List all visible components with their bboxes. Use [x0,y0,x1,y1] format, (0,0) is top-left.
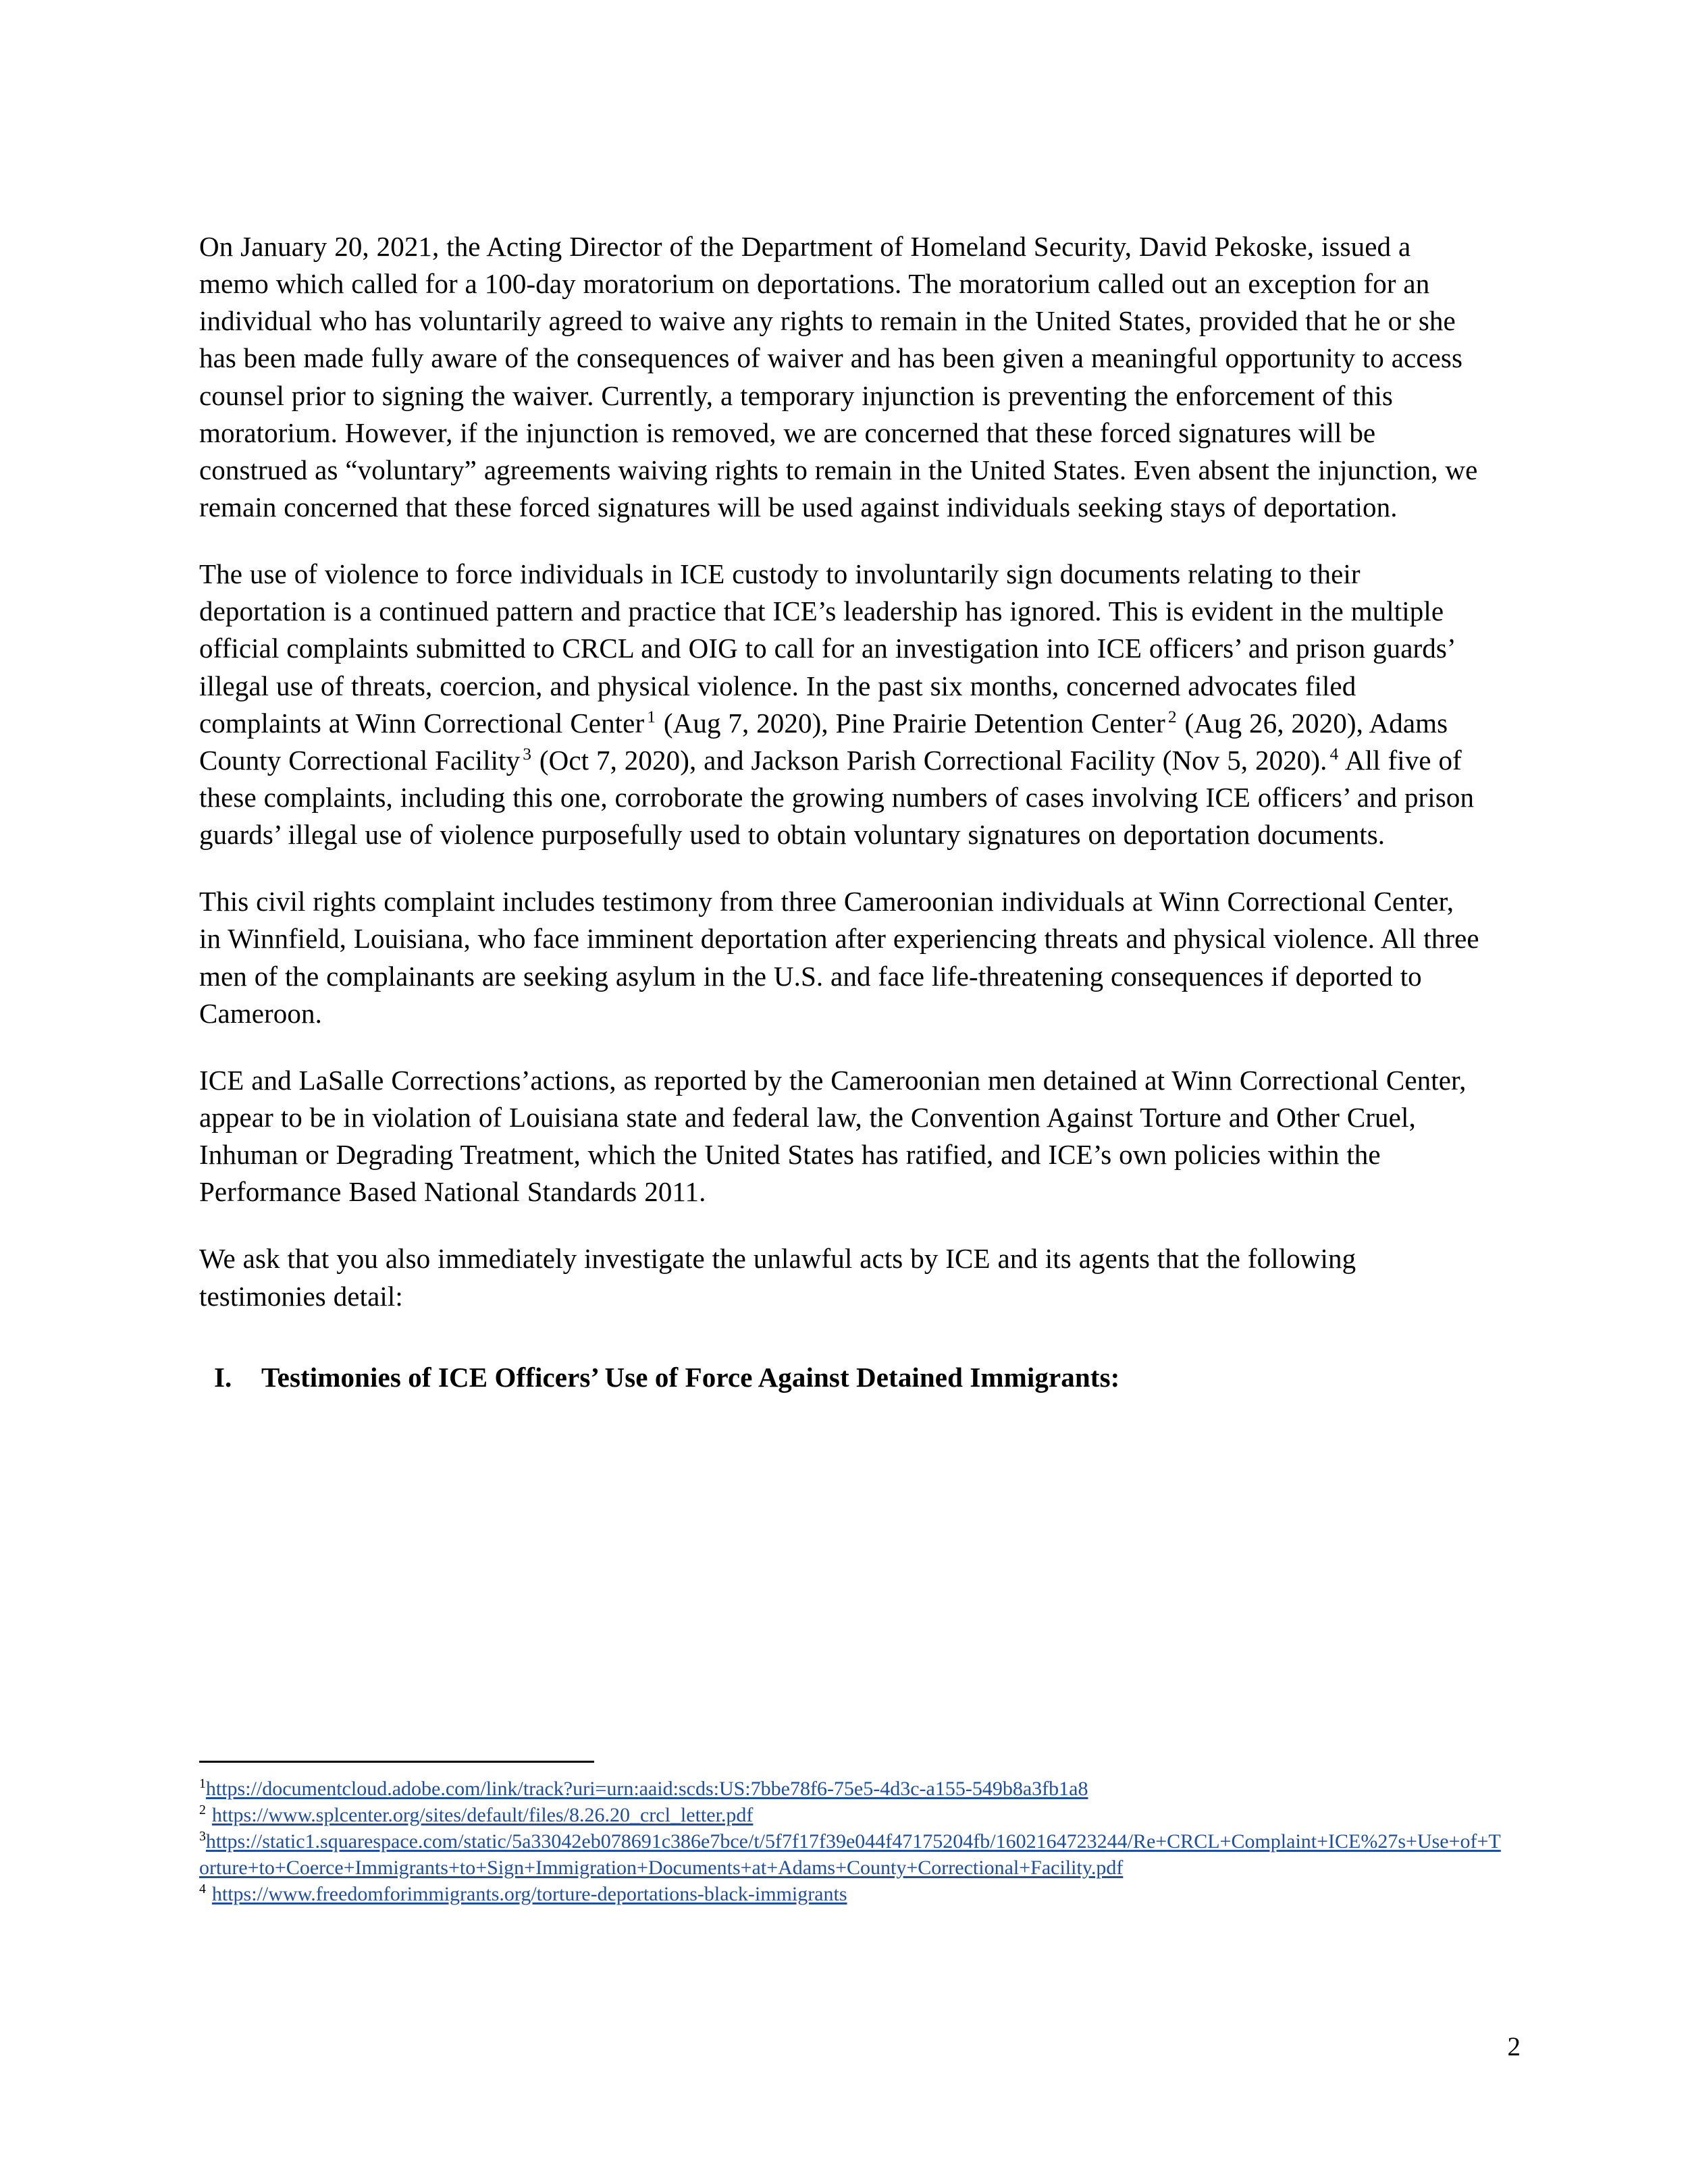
paragraph-2-segment: All five of these complaints, including this one, corroborate the growing numbers of cases involving ICE officers’ and prison guards’ illegal use of violence purposefully used to obtain voluntary signatures on deportation documents. [199,744,1475,851]
paragraph-2-segment: (Oct 7, 2020), and Jackson Parish Correctional Facility (Nov 5, 2020). [532,744,1327,776]
paragraph-2-segment: (Aug 7, 2020), Pine Prairie Detention Center [656,707,1165,739]
paragraph-2 [199,556,1482,853]
footnote-4-link[interactable]: https://www.freedomforimmigrants.org/torture-deportations-black-immigrants [211,1883,847,1905]
paragraph-3: This civil rights complaint includes testimony from three Cameroonian individuals at Winn Correctional Center, in Winnfield, Louisiana, who face imminent deportation after experiencing threats and physical violence. All three men of the complainants are seeking asylum in the U.S. and face life-threatening consequences if deported to Cameroon. [199,886,1479,1029]
footnote-area [199,1761,1502,1907]
section-heading [199,1361,1482,1393]
footnote-2-link[interactable]: https://www.splcenter.org/sites/default/files/8.26.20_crcl_letter.pdf [211,1804,754,1826]
footnote-ref-4[interactable]: 4 [1329,745,1339,764]
footnote-2-marker: 2 [199,1803,206,1817]
footnote-1 [199,1776,1502,1802]
footnote-3-marker: 3 [199,1829,206,1844]
paragraph-5: We ask that you also immediately investigate the unlawful acts by ICE and its agents that the following testimonies detail: [199,1243,1356,1312]
footnote-separator-rule [199,1761,594,1763]
paragraph-2-segment: The use of violence to force individuals in ICE custody to involuntarily sign documents relating to their deportation is a continued pattern and practice that ICE’s leadership has ignored. This is evident in the multiple official complaints submitted to CRCL and OIG to call for an investigation into ICE officers’ and prison guards’ illegal use of threats, coercion, and physical violence. In the past six months, concerned advocates filed complaints at Winn Correctional Center [199,558,1454,739]
footnote-4-marker: 4 [199,1882,206,1896]
paragraph-2-segment: (Aug 26, 2020), Adams County Correctional Facility [199,707,1448,776]
footnote-1-link[interactable]: https://documentcloud.adobe.com/link/track?uri=urn:aaid:scds:US:7bbe78f6-75e5-4d3c-a155-549b8a3fb1a8 [205,1778,1088,1800]
footnote-ref-3[interactable]: 3 [523,745,532,764]
section-heading-text: Testimonies of ICE Officers’ Use of Force Against Detained Immigrants: [261,1361,1120,1393]
paragraph-4: ICE and LaSalle Corrections’actions, as reported by the Cameroonian men detained at Winn Correctional Center, appear to be in violation of Louisiana state and federal law, the Convention Against Torture and Other Cruel, Inhuman or Degrading Treatment, which the United States has ratified, and ICE’s own policies within the Performance Based National Standards 2011. [199,1064,1467,1208]
footnote-3 [199,1828,1502,1881]
section-heading-numeral: I. [214,1361,232,1393]
document-body [199,228,1482,1393]
page-number: 2 [1507,2032,1521,2061]
footnote-ref-1[interactable]: 1 [647,708,656,727]
footnote-4 [199,1881,1502,1907]
footnote-2 [199,1802,1502,1828]
footnote-1-marker: 1 [199,1776,206,1791]
footnote-3-link[interactable]: https://static1.squarespace.com/static/5a33042eb078691c386e7bce/t/5f7f17f39e044f47175204fb/1602164723244/Re+CRCL+Complaint+ICE%27s+Use+of+Torture+to+Coerce+Immigrants+to+Sign+Immigration+Documents+at+Adams+County+Correctional+Facility.pdf [199,1830,1501,1879]
paragraph-1: On January 20, 2021, the Acting Director of the Department of Homeland Security, David Pekoske, issued a memo which called for a 100-day moratorium on deportations. The moratorium called out an exception for an individual who has voluntarily agreed to waive any rights to remain in the United States, provided that he or she has been made fully aware of the consequences of waiver and has been given a meaningful opportunity to access counsel prior to signing the waiver. Currently, a temporary injunction is preventing the enforcement of this moratorium. However, if the injunction is removed, we are concerned that these forced signatures will be construed as “voluntary” agreements waiving rights to remain in the United States. Even absent the injunction, we remain concerned that these forced signatures will be used against individuals seeking stays of deportation. [199,231,1478,523]
footnote-ref-2[interactable]: 2 [1167,708,1177,727]
